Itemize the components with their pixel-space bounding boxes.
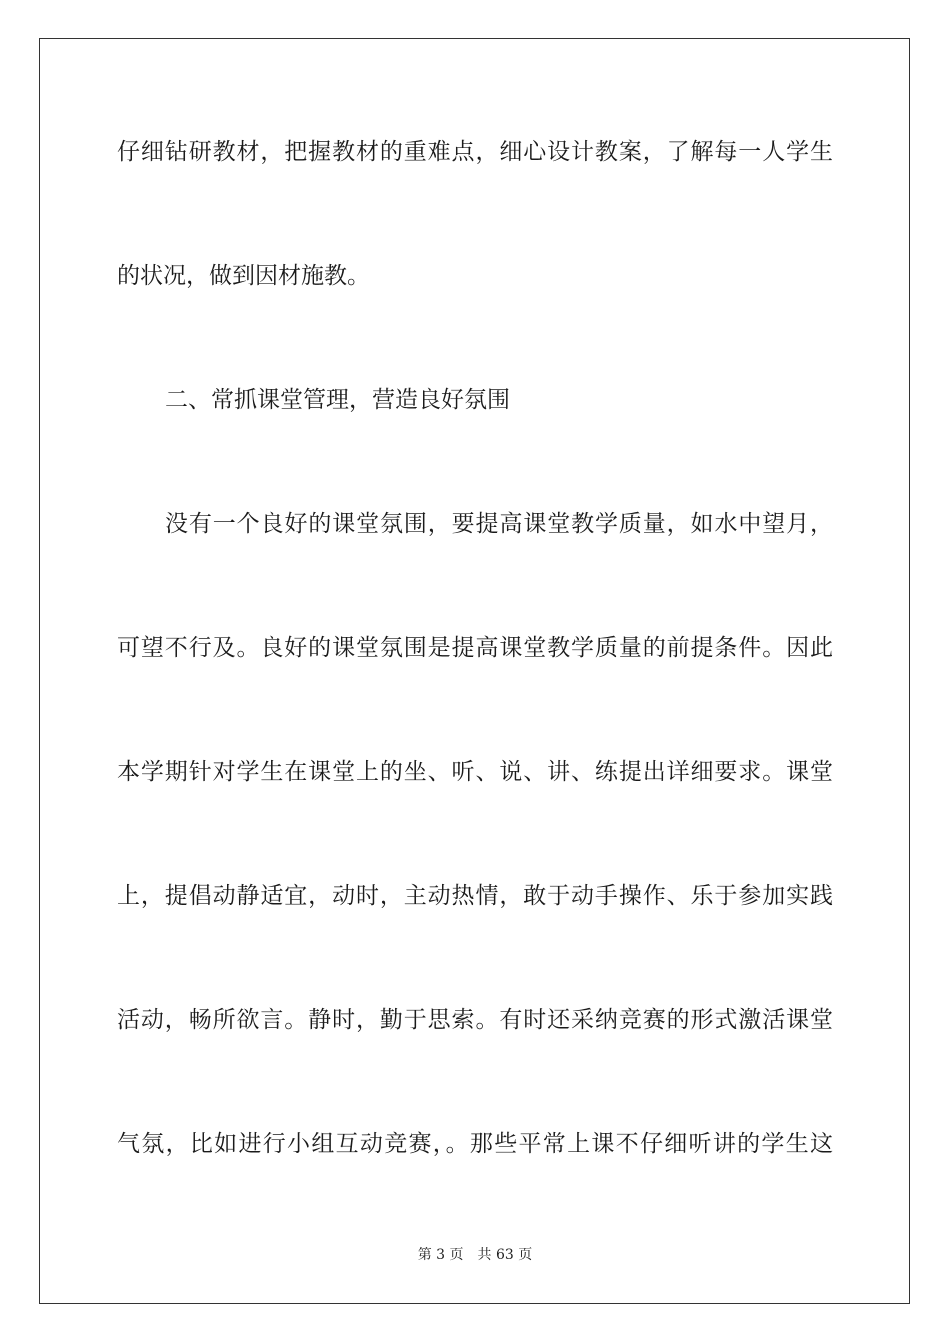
paragraph-line: 仔细钻研教材，把握教材的重难点，细心设计教案，了解每一人学生 — [117, 139, 833, 165]
paragraph-line: 可望不行及。良好的课堂氛围是提高课堂教学质量的前提条件。因此 — [117, 635, 833, 661]
page-number: 第 3 页 — [417, 1247, 464, 1263]
page-footer — [0, 1246, 950, 1264]
paragraph-line: 本学期针对学生在课堂上的坐、听、说、讲、练提出详细要求。课堂 — [117, 759, 833, 785]
paragraph-line: 活动，畅所欲言。静时，勤于思索。有时还采纳竞赛的形式激活课堂 — [117, 1007, 833, 1033]
paragraph-line: 气氛，比如进行小组互动竞赛，。那些平常上课不仔细听讲的学生这 — [117, 1131, 833, 1157]
paragraph-line: 上，提倡动静适宜，动时，主动热情，敢于动手操作、乐于参加实践 — [117, 883, 833, 909]
page-total: 共 63 页 — [477, 1247, 533, 1263]
paragraph-line: 的状况，做到因材施教。 — [117, 263, 370, 289]
section-heading: 二、常抓课堂管理，营造良好氛围 — [165, 387, 510, 413]
paragraph-line: 没有一个良好的课堂氛围，要提高课堂教学质量，如水中望月， — [165, 511, 833, 537]
page-border — [39, 38, 910, 1304]
